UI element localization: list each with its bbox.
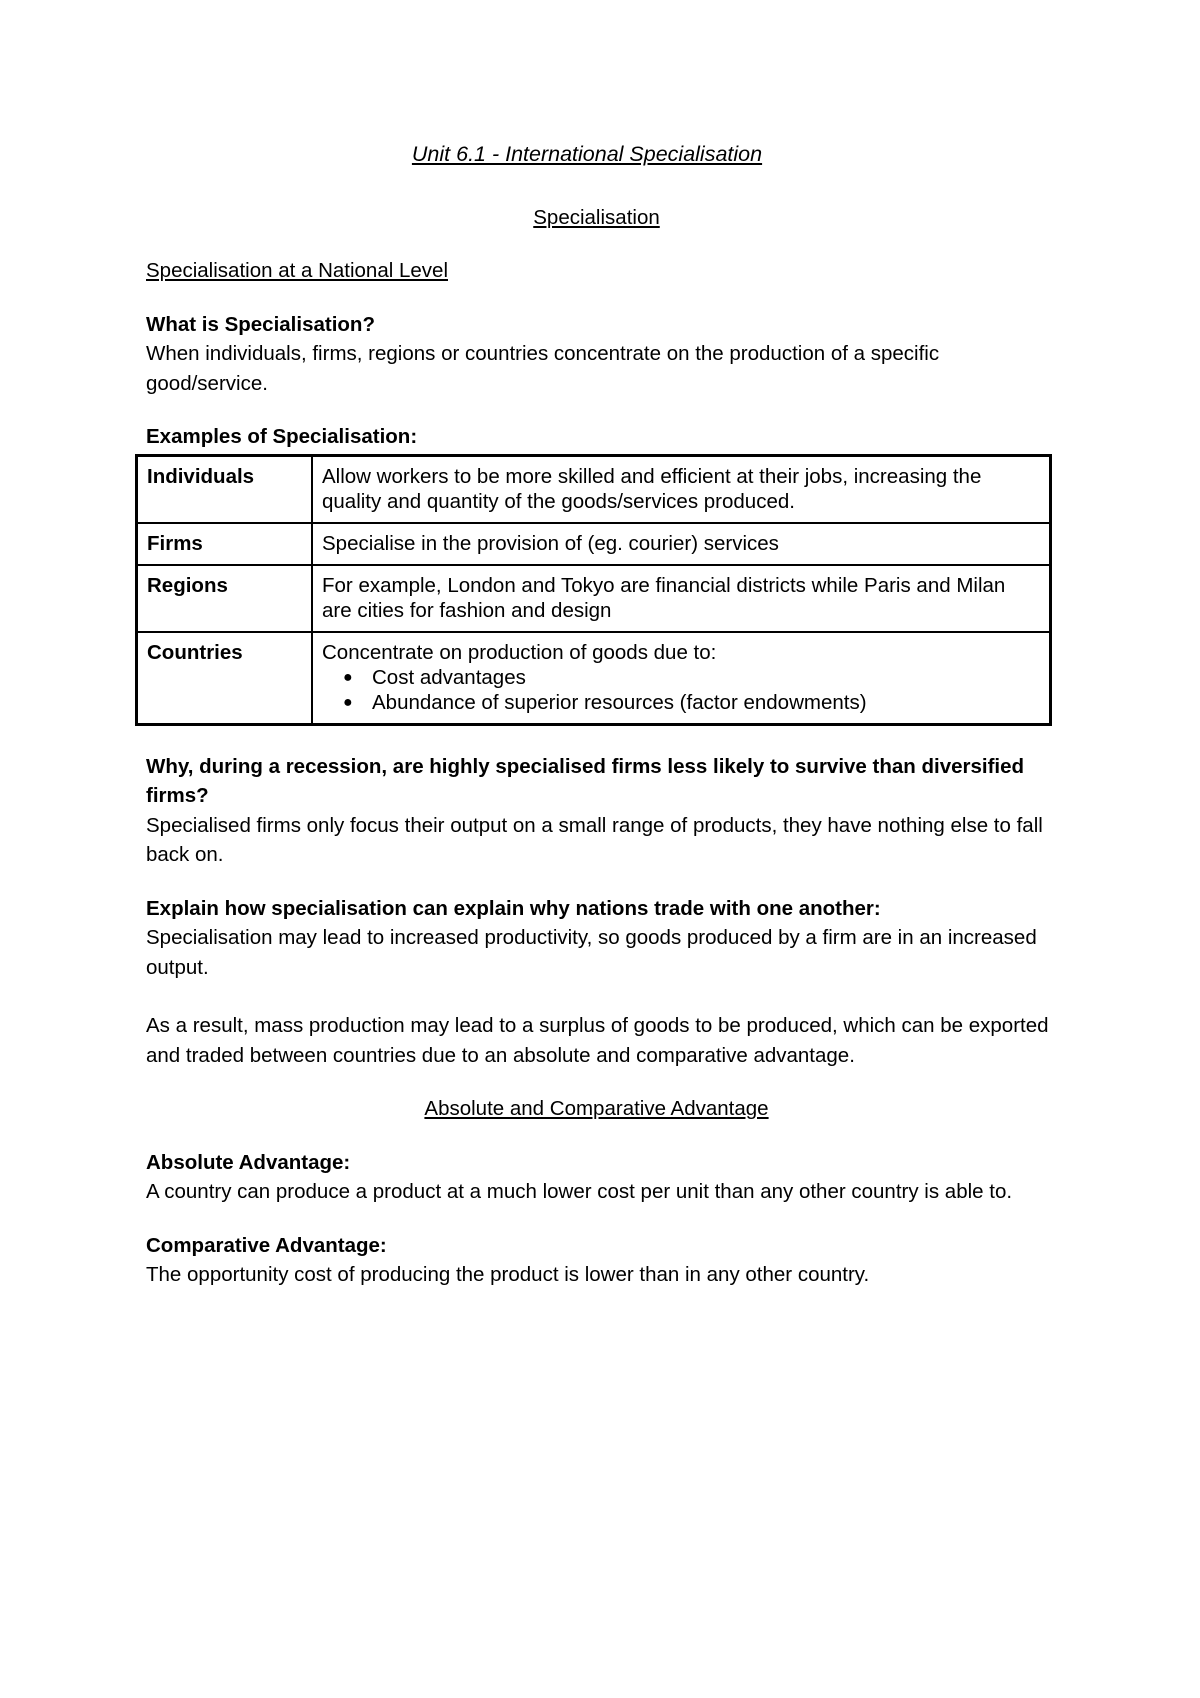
row-text-countries: Concentrate on production of goods due to: bbox=[322, 640, 717, 664]
bullet-icon: ● bbox=[343, 668, 353, 686]
examples-table bbox=[135, 454, 1052, 726]
row-label-countries: Countries bbox=[137, 632, 313, 725]
table-row bbox=[137, 523, 1051, 565]
question-what-is-specialisation: What is Specialisation? bbox=[146, 312, 375, 336]
section-heading-advantage: Absolute and Comparative Advantage bbox=[424, 1097, 769, 1120]
row-label-individuals: Individuals bbox=[137, 455, 313, 523]
list-item bbox=[343, 665, 1040, 690]
bullet-text: Abundance of superior resources (factor endowments) bbox=[372, 690, 867, 714]
answer-recession: Specialised firms only focus their output on a small range of products, they have nothing else to fall back on. bbox=[146, 813, 1043, 866]
bullet-list bbox=[322, 665, 1040, 715]
answer-trade-2: As a result, mass production may lead to a surplus of goods to be produced, which can be exported and traded between countries due to an absolute and comparative advantage. bbox=[146, 1014, 1049, 1067]
row-text-individuals: Allow workers to be more skilled and efficient at their jobs, increasing the quality and quantity of the goods/services produced. bbox=[312, 455, 1051, 523]
bullet-icon: ● bbox=[343, 693, 353, 711]
question-recession: Why, during a recession, are highly specialised firms less likely to survive than diversified firms? bbox=[146, 754, 1025, 807]
row-text-regions: For example, London and Tokyo are financial districts while Paris and Milan are cities for fashion and design bbox=[312, 565, 1051, 632]
list-item bbox=[343, 690, 1040, 715]
comparative-advantage-label: Comparative Advantage: bbox=[146, 1233, 387, 1257]
absolute-advantage-label: Absolute Advantage: bbox=[146, 1150, 351, 1174]
comparative-advantage-text: The opportunity cost of producing the product is lower than in any other country. bbox=[146, 1263, 870, 1286]
subheading-national-level: Specialisation at a National Level bbox=[146, 259, 448, 282]
question-trade: Explain how specialisation can explain why nations trade with one another: bbox=[146, 896, 881, 920]
row-cell-countries bbox=[312, 632, 1051, 725]
answer-what-is-specialisation: When individuals, firms, regions or countries concentrate on the production of a specific good/service. bbox=[146, 342, 940, 395]
absolute-advantage-text: A country can produce a product at a much lower cost per unit than any other country is able to. bbox=[146, 1180, 1013, 1203]
table-row bbox=[137, 632, 1051, 725]
document-title: Unit 6.1 - International Specialisation bbox=[411, 142, 763, 166]
bullet-text: Cost advantages bbox=[372, 665, 526, 689]
examples-label: Examples of Specialisation: bbox=[146, 425, 418, 448]
row-text-firms: Specialise in the provision of (eg. courier) services bbox=[312, 523, 1051, 565]
section-heading-specialisation: Specialisation bbox=[533, 205, 660, 229]
table-row bbox=[137, 455, 1051, 523]
row-label-regions: Regions bbox=[137, 565, 313, 632]
row-label-firms: Firms bbox=[137, 523, 313, 565]
table-row bbox=[137, 565, 1051, 632]
document-page bbox=[146, 140, 1066, 1290]
answer-trade-1: Specialisation may lead to increased productivity, so goods produced by a firm are in an increased output. bbox=[146, 926, 1037, 979]
